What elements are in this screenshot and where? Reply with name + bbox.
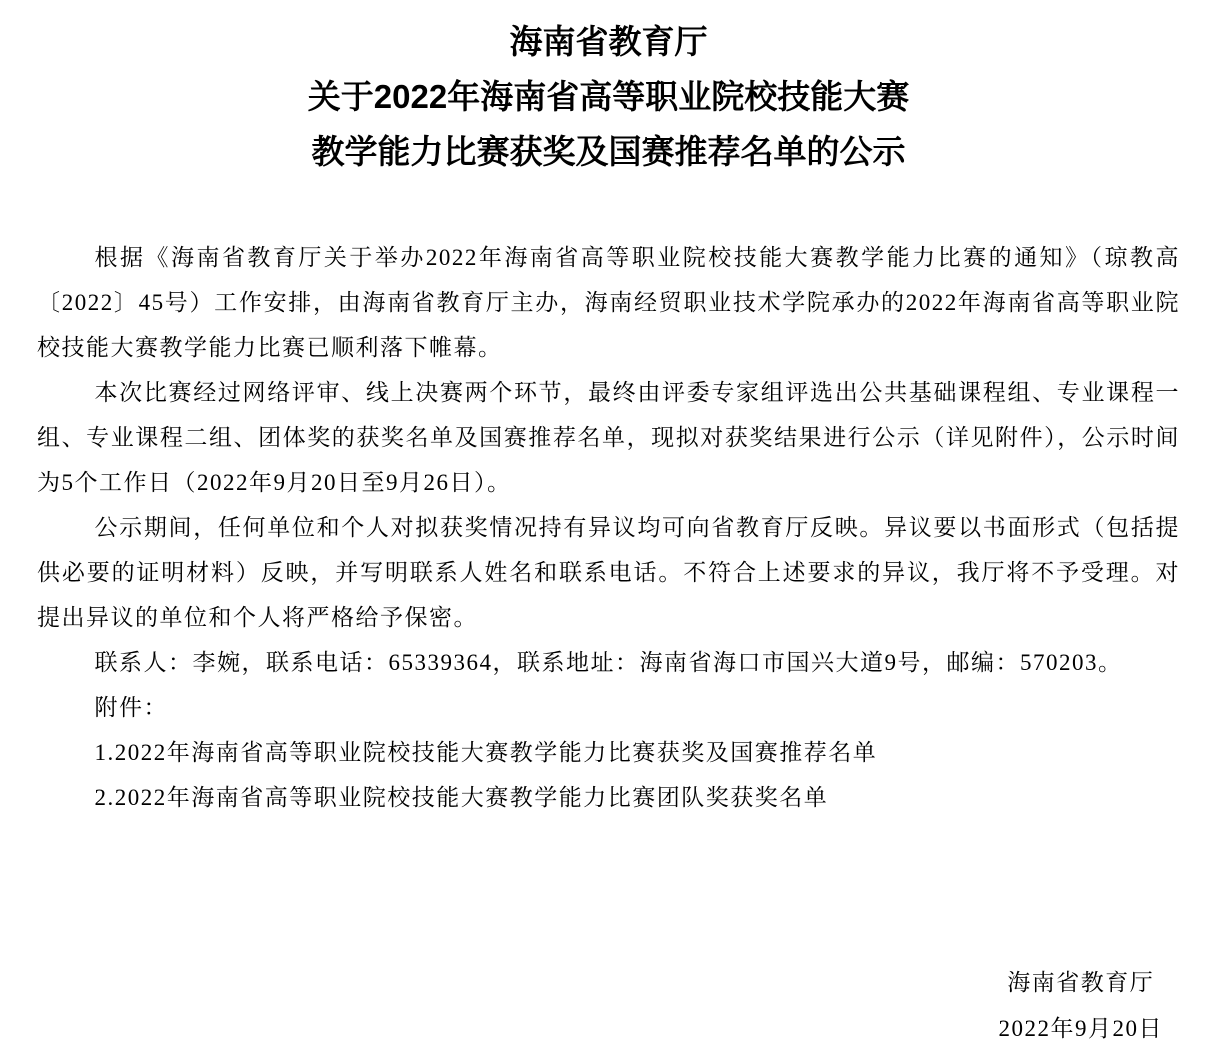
- attachment-item-1: 1.2022年海南省高等职业院校技能大赛教学能力比赛获奖及国赛推荐名单: [94, 740, 878, 765]
- paragraph-contact: 联系人：李婉，联系电话：65339364，联系地址：海南省海口市国兴大道9号，邮编：570203。: [94, 650, 1123, 675]
- document-title: [37, 14, 1180, 179]
- attachment-item-2: 2.2022年海南省高等职业院校技能大赛教学能力比赛团队奖获奖名单: [94, 785, 829, 810]
- signature-block: [999, 960, 1164, 1052]
- paragraph-results: 本次比赛经过网络评审、线上决赛两个环节，最终由评委专家组评选出公共基础课程组、专业课程一组、专业课程二组、团体奖的获奖名单及国赛推荐名单，现拟对获奖结果进行公示（详见附件），公示时间为5个工作日（2022年9月20日至9月26日）。: [37, 380, 1180, 495]
- document-body: [37, 235, 1180, 820]
- paragraph-objection: 公示期间，任何单位和个人对拟获奖情况持有异议均可向省教育厅反映。异议要以书面形式（包括提供必要的证明材料）反映，并写明联系人姓名和联系电话。不符合上述要求的异议，我厅将不予受理。对提出异议的单位和个人将严格给予保密。: [37, 515, 1180, 630]
- title-line-1: 海南省教育厅: [509, 23, 708, 60]
- signature-org: 海南省教育厅: [1007, 970, 1155, 995]
- attachments-label: 附件：: [94, 695, 168, 720]
- paragraph-intro: 根据《海南省教育厅关于举办2022年海南省高等职业院校技能大赛教学能力比赛的通知》（琼教高〔2022〕45号）工作安排，由海南省教育厅主办，海南经贸职业技术学院承办的2022年海南省高等职业院校技能大赛教学能力比赛已顺利落下帷幕。: [37, 245, 1180, 360]
- title-line-2: 关于2022年海南省高等职业院校技能大赛: [307, 78, 910, 115]
- signature-date: 2022年9月20日: [998, 1016, 1163, 1041]
- title-line-3: 教学能力比赛获奖及国赛推荐名单的公示: [311, 133, 906, 170]
